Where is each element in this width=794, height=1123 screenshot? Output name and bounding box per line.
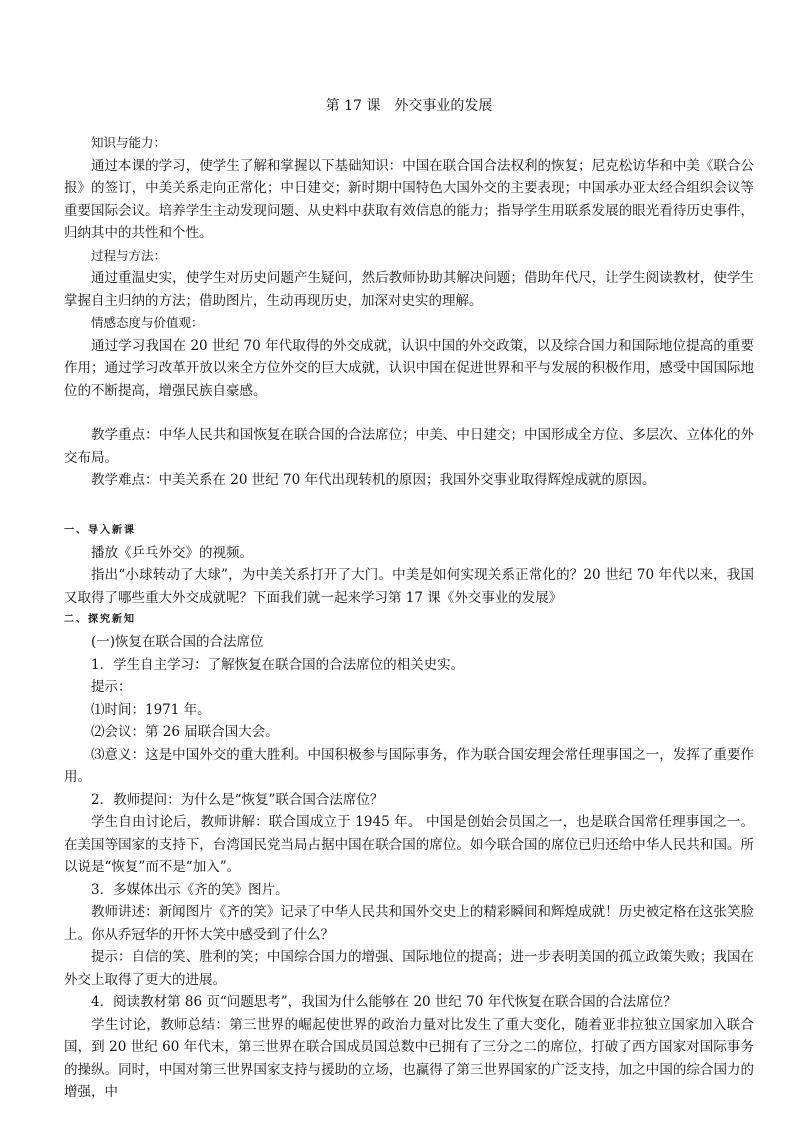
section-heading-explore: 二、探究新知	[64, 614, 136, 625]
item-3-hint: 提示：自信的笑、胜利的笑；中国综合国力的增强、国际地位的提高；进一步表明美国的孤立政策失败；我国在外交上取得了更大的进展。	[64, 949, 754, 988]
spacer	[64, 492, 754, 520]
subsection-heading: (一)恢复在联合国的合法席位	[91, 634, 264, 650]
item-3-teacher: 教师讲述：新闻图片《齐的笑》记录了中华人民共和国外交史上的精彩瞬间和辉煌成就！历史被定格在这张笑脸上。你从乔冠华的开怀大笑中感受到了什么？	[64, 904, 754, 943]
item-4-answer: 学生讨论，教师总结：第三世界的崛起使世界的政治力量对比发生了重大变化，随着亚非拉独立国家加入联合国，到 20 世纪 60 年代末，第三世界在联合国成员国总数中已拥有了三分之二的席位，打破了西方国家对国际事务的操纵。同时，中国对第三世界国家支持与援助的立场，也赢得了第三世界国家的广泛支持，加之中国的综合国力的增强，中	[64, 1016, 754, 1100]
section-heading-intro: 一、导入新课	[64, 524, 136, 536]
emotion-text: 通过学习我国在 20 世纪 70 年代取得的外交成就，认识中国的外交政策，以及综合国力和国际地位提高的重要作用；通过学习改革开放以来全方位外交的巨大成就，认识中国在促进世界和平与发展的积极作用，感受中国国际地位的不断提高，增强民族自豪感。	[64, 337, 754, 399]
document-page	[64, 96, 754, 1104]
intro-paragraph-2: 指出“小球转动了大球”，为中美关系打开了大门。中美是如何实现关系正常化的？20 世纪 70 年代以来，我国又取得了哪些重大外交成就呢？下面我们就一起来学习第 17 课《外交事业的发展》	[64, 567, 754, 606]
item-2-answer: 学生自由讨论后，教师讲解：联合国成立于 1945 年。 中国是创始会员国之一，也是联合国常任理事国之一。在美国等国家的支持下，台湾国民党当局占据中国在联合国的席位。如今联合国的席位已归还给中华人民共和国。所以说是“恢复”而不是“加入”。	[64, 814, 754, 875]
hint-time: ⑴时间：1971 年。	[91, 701, 211, 718]
item-3: 3．多媒体出示《齐的笑》图片。	[91, 881, 289, 898]
page-title: 第 17 课 外交事业的发展	[325, 98, 493, 114]
teaching-focus: 教学重点：中华人民共和国恢复在联合国的合法席位；中美、中日建交；中国形成全方位、多层次、立体化的外交布局。	[64, 427, 754, 466]
hint-meeting: ⑵会议：第 26 届联合国大会。	[91, 724, 279, 740]
intro-paragraph-1: 播放《乒乓外交》的视频。	[91, 544, 253, 561]
spacer	[64, 402, 754, 424]
knowledge-text: 通过本课的学习，使学生了解和掌握以下基础知识：中国在联合国合法权利的恢复；尼克松访华和中美《联合公报》的签订，中美关系走向正常化；中日建交；新时期中国特色大国外交的主要表现；中国承办亚太经合组织会议等重要国际会议。培养学生主动发现问题、从史料中获取有效信息的能力；指导学生用联系发展的眼光看待历史事件，归纳其中的共性和个性。	[64, 157, 754, 241]
emotion-heading: 情感态度与价值观：	[91, 315, 204, 330]
hint-significance: ⑶意义：这是中国外交的重大胜利。中国积极参与国际事务，作为联合国安理会常任理事国之一，发挥了重要作用。	[64, 746, 754, 785]
process-heading: 过程与方法：	[91, 247, 167, 263]
hint-label: 提示：	[91, 679, 132, 695]
item-4: 4．阅读教材第 86 页“问题思考”，我国为什么能够在 20 世纪 70 年代恢复在联合国的合法席位？	[91, 994, 677, 1010]
process-text: 通过重温史实，使学生对历史问题产生疑问，然后教师协助其解决问题；借助年代尺，让学生阅读教材，使学生掌握自主归纳的方法；借助图片，生动再现历史，加深对史实的理解。	[64, 270, 754, 309]
item-1: 1．学生自主学习：了解恢复在联合国的合法席位的相关史实。	[91, 656, 465, 673]
teaching-difficulty: 教学难点：中美关系在 20 世纪 70 年代出现转机的原因；我国外交事业取得辉煌成就的原因。	[91, 472, 656, 488]
item-2: 2．教师提问：为什么是“恢复”联合国合法席位？	[91, 791, 384, 808]
knowledge-heading: 知识与能力：	[91, 135, 167, 150]
